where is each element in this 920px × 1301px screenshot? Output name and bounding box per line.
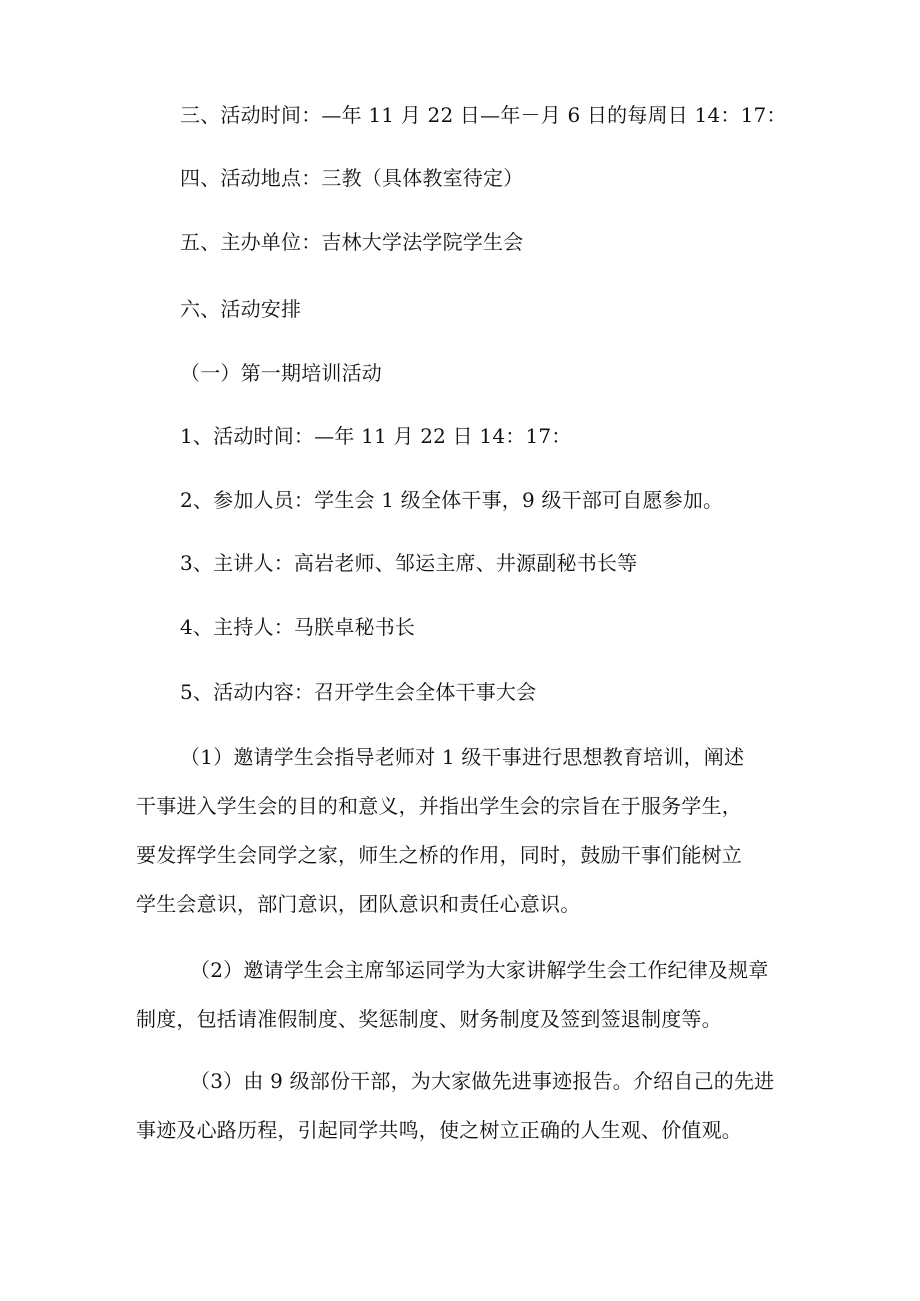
speakers-line: 3、主讲人：高岩老师、邹运主席、井源副秘书长等 xyxy=(180,551,638,575)
paragraph-line: 要发挥学生会同学之家，师生之桥的作用，同时，鼓励干事们能树立 xyxy=(136,843,742,867)
paragraph-line: 干事进入学生会的目的和意义，并指出学生会的宗旨在于服务学生， xyxy=(136,794,742,818)
paragraph-line: （3）由 9 级部份干部，为大家做先进事迹报告。介绍自己的先进 xyxy=(190,1069,775,1093)
paragraph-line: 事迹及心路历程，引起同学共鸣，使之树立正确的人生观、价值观。 xyxy=(136,1118,742,1142)
activity-content-line: 5、活动内容：召开学生会全体干事大会 xyxy=(180,680,537,704)
paragraph-item-2 xyxy=(136,958,816,1038)
paragraph-item-3 xyxy=(136,1069,816,1149)
activity-arrangement-heading: 六、活动安排 xyxy=(180,297,302,321)
paragraph-line: （2）邀请学生会主席邹运同学为大家讲解学生会工作纪律及规章 xyxy=(190,958,769,982)
paragraph-line: 制度，包括请准假制度、奖惩制度、财务制度及签到签退制度等。 xyxy=(136,1007,722,1031)
first-training-heading: （一）第一期培训活动 xyxy=(180,361,382,385)
paragraph-line: 学生会意识，部门意识，团队意识和责任心意识。 xyxy=(136,892,581,916)
training-time-line: 1、活动时间：—年 11 月 22 日 14：17： xyxy=(180,424,572,448)
paragraph-item-1 xyxy=(136,745,816,925)
host-line: 4、主持人：马朕卓秘书长 xyxy=(180,615,416,639)
paragraph-line: （1）邀请学生会指导老师对 1 级干事进行思想教育培训，阐述 xyxy=(180,745,745,769)
organizer-line: 五、主办单位：吉林大学法学院学生会 xyxy=(180,230,524,254)
activity-time-line: 三、活动时间：—年 11 月 22 日—年－月 6 日的每周日 14：17： xyxy=(180,103,787,127)
participants-line: 2、参加人员：学生会 1 级全体干事，9 级干部可自愿参加。 xyxy=(180,488,724,512)
activity-location-line: 四、活动地点：三教（具体教室待定） xyxy=(180,166,524,190)
